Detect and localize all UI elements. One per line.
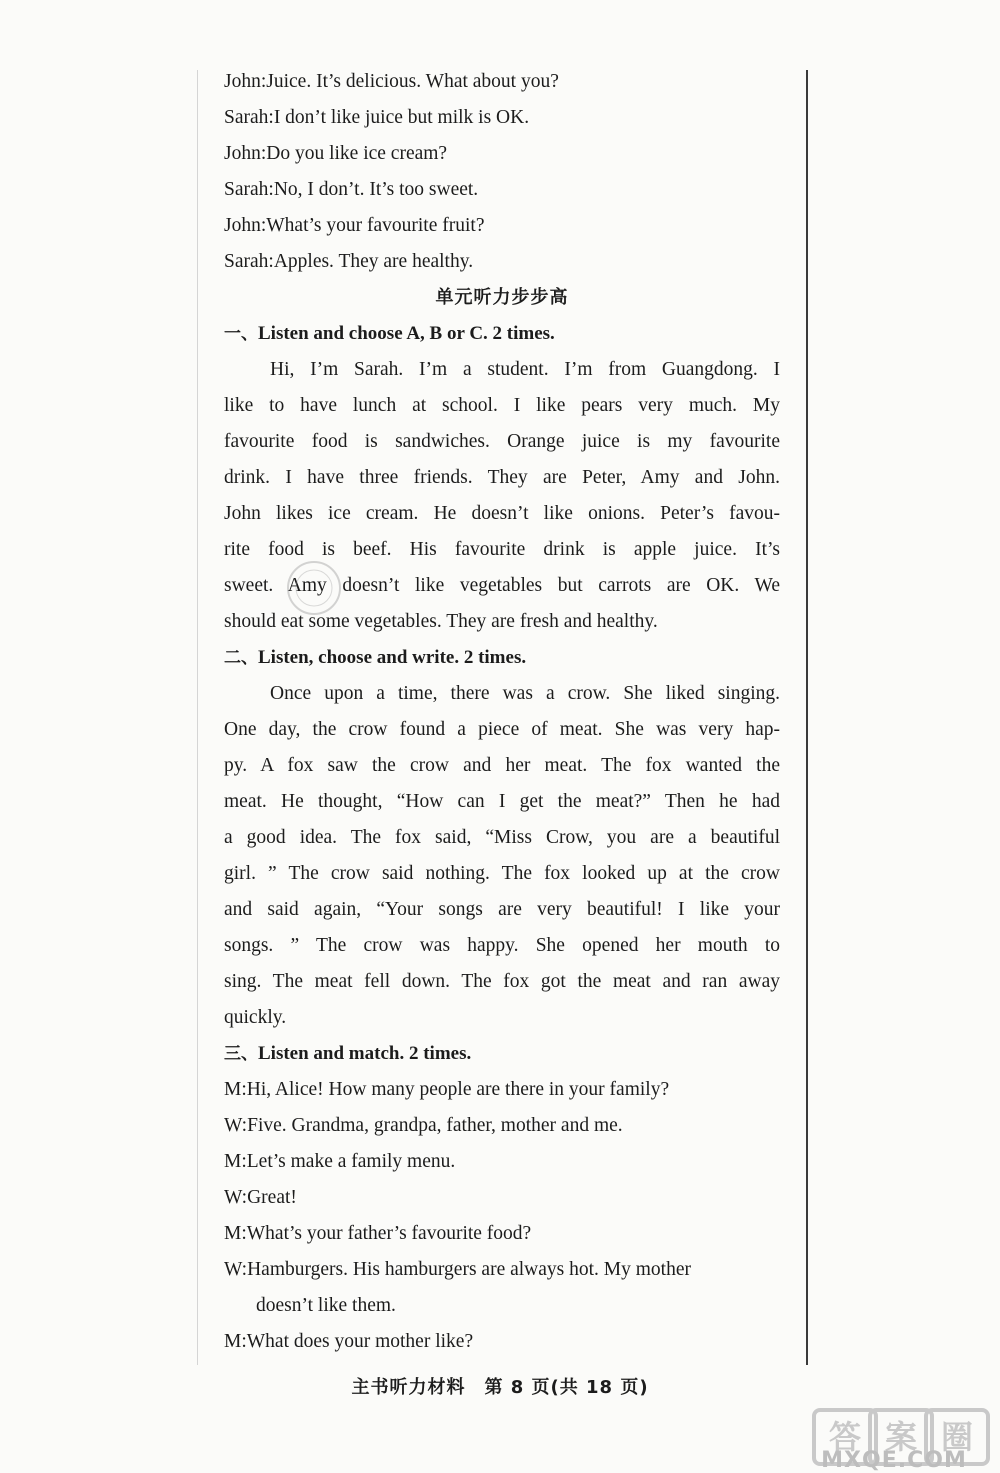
- part3-title: Listen and match. 2 times.: [258, 1043, 472, 1064]
- watermark-url: MXQE.COM: [821, 1448, 967, 1473]
- dialogue-line: M:Hi, Alice! How many people are there in your family?: [224, 1079, 670, 1100]
- watermark-logo: [792, 1408, 996, 1473]
- watermark-char: 圈: [924, 1408, 990, 1466]
- part2-title: Listen, choose and write. 2 times.: [258, 647, 527, 668]
- passage-line: quickly.: [224, 1007, 287, 1028]
- dialogue-line: John:What’s your favourite fruit?: [224, 215, 485, 236]
- passage-line: John likes ice cream. He doesn’t like onions. Peter’s favou-: [224, 503, 780, 524]
- part1-title: Listen and choose A, B or C. 2 times.: [258, 323, 555, 344]
- dialogue-line: W:Five. Grandma, grandpa, father, mother and me.: [224, 1115, 623, 1136]
- page-footer: 主书听力材料 第 8 页(共 18 页): [351, 1377, 649, 1398]
- passage-line: favourite food is sandwiches. Orange juice is my favourite: [224, 431, 780, 452]
- dialogue-line: W:Hamburgers. His hamburgers are always hot. My mother: [224, 1259, 691, 1280]
- dialogue-line: doesn’t like them.: [256, 1295, 396, 1316]
- part3-heading: [224, 1036, 780, 1072]
- dialogue-line: M:What’s your father’s favourite food?: [224, 1223, 532, 1244]
- watermark-char: 案: [868, 1408, 934, 1466]
- left-margin-rule: [197, 70, 198, 1365]
- dialogue-line: Sarah:I don’t like juice but milk is OK.: [224, 107, 530, 128]
- part1-number: 一、: [224, 324, 258, 344]
- passage-line: py. A fox saw the crow and her meat. The fox wanted the: [224, 755, 780, 776]
- part2-number: 二、: [224, 648, 258, 668]
- passage-line: Hi, I’m Sarah. I’m a student. I’m from Guangdong. I: [270, 359, 780, 380]
- dialogue-line: M:Let’s make a family menu.: [224, 1151, 456, 1172]
- dialogue-line: John:Do you like ice cream?: [224, 143, 448, 164]
- passage-line: Once upon a time, there was a crow. She liked singing.: [270, 683, 780, 704]
- passage-line: girl. ” The crow said nothing. The fox looked up at the crow: [224, 863, 780, 884]
- part2-heading: [224, 640, 780, 676]
- passage-line: like to have lunch at school. I like pears very much. My: [224, 395, 780, 416]
- page-content: [224, 64, 780, 1360]
- passage-line: and said again, “Your songs are very beautiful! I like your: [224, 899, 780, 920]
- passage-line: sing. The meat fell down. The fox got the meat and ran away: [224, 971, 780, 992]
- passage-line: meat. He thought, “How can I get the meat?” Then he had: [224, 791, 780, 812]
- dialogue-line: W:Great!: [224, 1187, 297, 1208]
- right-margin-rule: [806, 70, 808, 1365]
- watermark-char: 答: [812, 1408, 878, 1466]
- part1-heading: [224, 316, 780, 352]
- dialogue-line: Sarah:No, I don’t. It’s too sweet.: [224, 179, 479, 200]
- passage-line: rite food is beef. His favourite drink is apple juice. It’s: [224, 539, 780, 560]
- part3-number: 三、: [224, 1044, 258, 1064]
- passage-line: songs. ” The crow was happy. She opened her mouth to: [224, 935, 780, 956]
- faint-stamp-mark: [282, 556, 346, 620]
- passage-line: drink. I have three friends. They are Peter, Amy and John.: [224, 467, 780, 488]
- section-title: 单元听力步步高: [435, 287, 569, 308]
- passage-line: a good idea. The fox said, “Miss Crow, you are a beautiful: [224, 827, 780, 848]
- passage-line: One day, the crow found a piece of meat. She was very hap-: [224, 719, 780, 740]
- passage-line: should eat some vegetables. They are fresh and healthy.: [224, 611, 658, 632]
- dialogue-line: M:What does your mother like?: [224, 1331, 474, 1352]
- dialogue-line: Sarah:Apples. They are healthy.: [224, 251, 474, 272]
- passage-line: sweet. Amy doesn’t like vegetables but carrots are OK. We: [224, 575, 780, 596]
- dialogue-line: John:Juice. It’s delicious. What about you?: [224, 71, 559, 92]
